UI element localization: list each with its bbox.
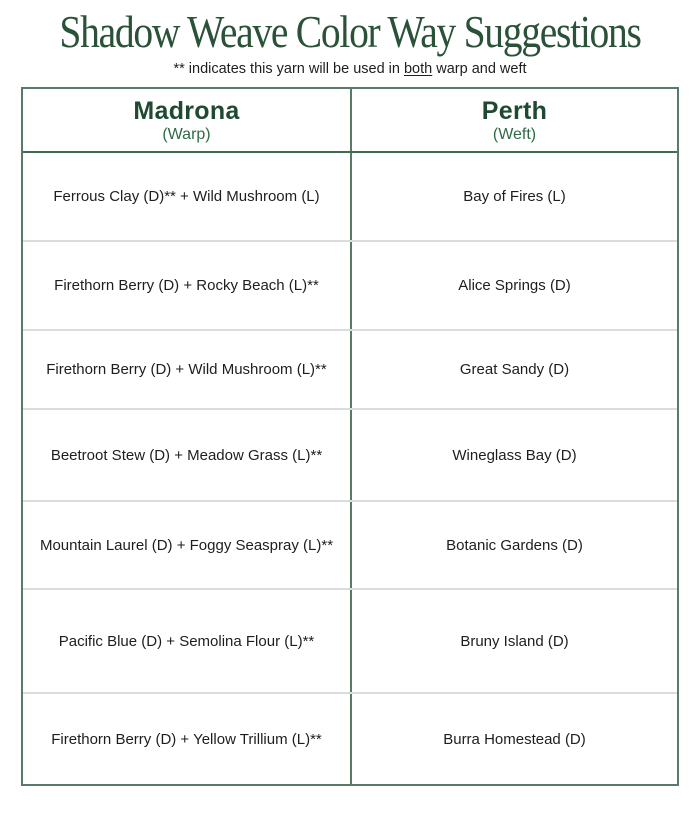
- colorway-table: [21, 87, 679, 786]
- table-row: [23, 590, 677, 694]
- warp-cell: Ferrous Clay (D)** + Wild Mushroom (L): [53, 188, 320, 205]
- column-header-name: Madrona: [133, 97, 240, 125]
- warp-cell: Mountain Laurel (D) + Foggy Seaspray (L)**: [39, 536, 334, 554]
- table-row: [23, 242, 677, 331]
- weft-cell: Bruny Island (D): [460, 632, 569, 650]
- legend-note: [0, 60, 700, 78]
- legend-note-emphasis: both: [403, 61, 433, 77]
- legend-note-suffix: warp and weft: [432, 61, 527, 77]
- column-header-weft: [352, 89, 677, 151]
- warp-cell: Firethorn Berry (D) + Wild Mushroom (L)**: [46, 361, 327, 378]
- table-row: [23, 153, 677, 242]
- table-row: [23, 694, 677, 784]
- warp-cell: Firethorn Berry (D) + Yellow Trillium (L)**: [51, 730, 322, 748]
- warp-cell: Firethorn Berry (D) + Rocky Beach (L)**: [54, 277, 319, 294]
- weft-cell: Great Sandy (D): [459, 361, 570, 378]
- table-header: [23, 89, 677, 153]
- column-header-warp: [23, 89, 350, 151]
- table-row: [23, 331, 677, 410]
- page-title: Shadow Weave Color Way Suggestions: [59, 6, 641, 57]
- weft-cell: Alice Springs (D): [458, 277, 571, 294]
- weft-cell: Wineglass Bay (D): [452, 446, 577, 464]
- weft-cell: Botanic Gardens (D): [446, 536, 583, 554]
- weft-cell: Burra Homestead (D): [443, 730, 586, 748]
- table-row: [23, 410, 677, 502]
- weft-cell: Bay of Fires (L): [463, 188, 566, 205]
- legend-note-prefix: ** indicates this yarn will be used in: [173, 61, 404, 77]
- column-header-name: Perth: [481, 97, 548, 125]
- warp-cell: Pacific Blue (D) + Semolina Flour (L)**: [58, 632, 315, 650]
- column-header-role: (Warp): [162, 126, 211, 143]
- table-row: [23, 502, 677, 590]
- column-header-role: (Weft): [492, 126, 537, 143]
- warp-cell: Beetroot Stew (D) + Meadow Grass (L)**: [50, 446, 323, 464]
